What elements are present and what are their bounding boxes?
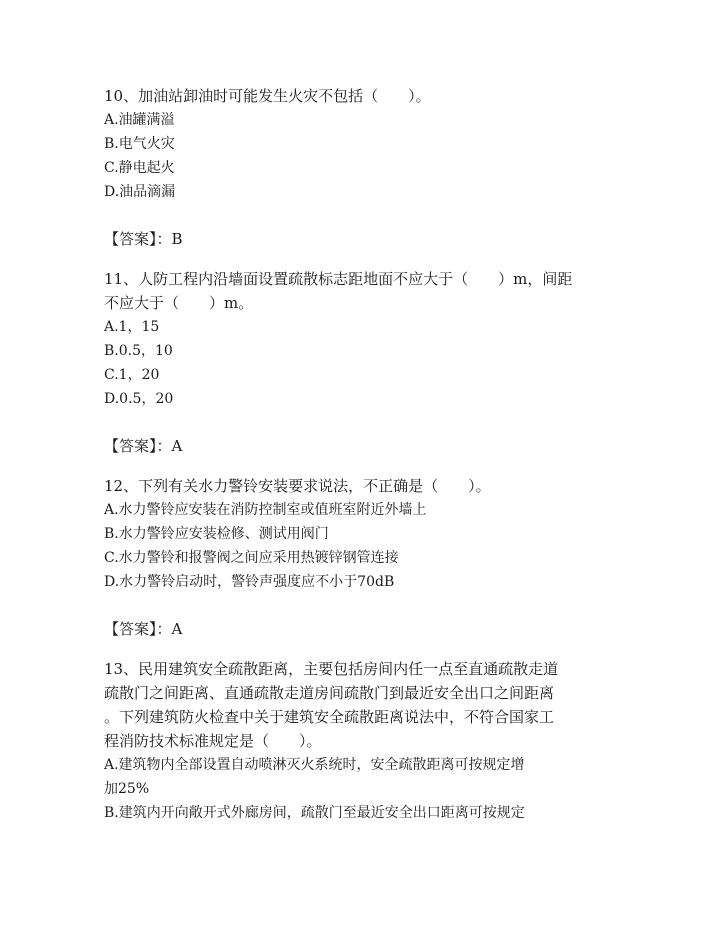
option-b: B.0.5，10 — [104, 343, 173, 359]
option-d: D.油品滴漏 — [104, 184, 176, 200]
option-b: B.水力警铃应安装检修、测试用阀门 — [104, 526, 329, 542]
option-a: A.建筑物内全部设置自动喷淋灭火系统时，安全疏散距离可按规定增 — [104, 757, 525, 773]
question-stem-line: 12、下列有关水力警铃安装要求说法，不正确是（ ）。 — [104, 477, 491, 495]
option-a: A.1，15 — [104, 319, 160, 335]
question-10 — [104, 84, 604, 267]
question-stem-line: 。下列建筑防火检查中关于建筑安全疏散距离说法中，不符合国家工 — [104, 708, 555, 726]
option-a: A.水力警铃应安装在消防控制室或值班室附近外墙上 — [104, 502, 427, 518]
question-stem-line: 疏散门之间距离、直通疏散走道房间疏散门到最近安全出口之间距离 — [104, 684, 555, 702]
question-stem-line: 程消防技术标准规定是（ ）。 — [104, 732, 322, 750]
option-c: C.水力警铃和报警阀之间应采用热镀锌钢管连接 — [104, 550, 399, 566]
answer-line: 【答案】：B — [104, 230, 183, 248]
option-d: D.0.5，20 — [104, 391, 174, 407]
option-c: C.1，20 — [104, 367, 160, 383]
option-d: D.水力警铃启动时，警铃声强度应不小于70dB — [104, 574, 395, 590]
question-13 — [104, 657, 604, 825]
question-stem-line: 11、人防工程内沿墙面设置疏散标志距地面不应大于（ ）m，间距 — [104, 270, 573, 288]
question-stem-line: 10、加油站卸油时可能发生火灾不包括（ ）。 — [104, 87, 431, 105]
option-b: B.电气火灾 — [104, 136, 175, 152]
answer-line: 【答案】：A — [104, 620, 183, 638]
answer-line: 【答案】：A — [104, 437, 183, 455]
option-c: C.静电起火 — [104, 160, 175, 176]
question-12 — [104, 474, 604, 657]
question-11 — [104, 267, 604, 474]
exam-page — [104, 84, 604, 825]
question-stem-line: 不应大于（ ）m。 — [104, 294, 254, 312]
option-b: B.建筑内开向敞开式外廊房间，疏散门至最近安全出口距离可按规定 — [104, 805, 525, 821]
question-stem-line: 13、民用建筑安全疏散距离，主要包括房间内任一点至直通疏散走道 — [104, 660, 559, 678]
option-a: A.油罐满溢 — [104, 112, 175, 128]
option-a-continued: 加25% — [104, 781, 150, 797]
